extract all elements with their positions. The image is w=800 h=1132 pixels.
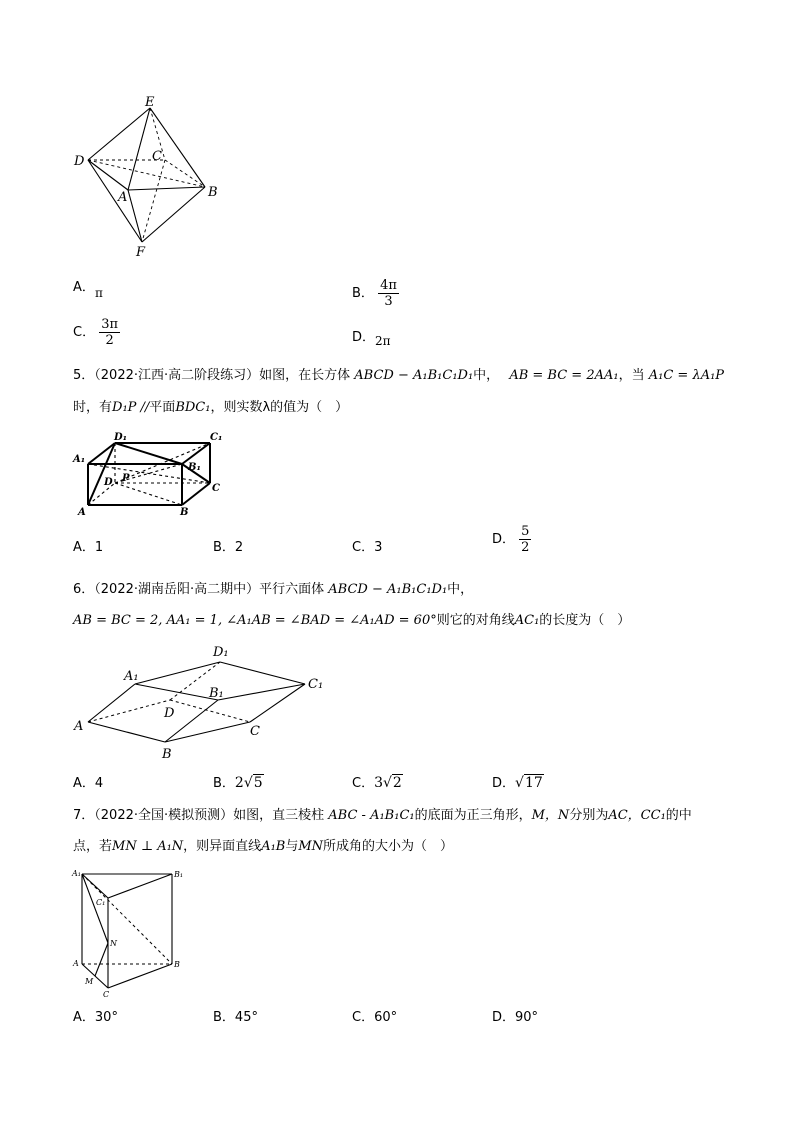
q7-number: 7． [73, 808, 95, 823]
q4-option-b-num: 4π [380, 278, 397, 293]
q6-label-c1: C₁ [308, 677, 324, 692]
q6-condition: AB = BC = 2, AA₁ = 1, ∠A₁AB = ∠BAD = ∠A₁AD = 60° [73, 613, 437, 628]
q4-option-d-letter: D． [352, 330, 376, 345]
q7-mn: M，N [531, 808, 570, 823]
q5-stem-a: 如图，在长方体 [259, 368, 351, 383]
q4-option-c-den: 2 [105, 333, 114, 348]
q7-option-b-value: 45° [234, 1010, 258, 1025]
q4-option-c-letter: C． [73, 325, 96, 340]
q4-label-c: C [152, 149, 162, 164]
q4-option-b-letter: B． [352, 286, 374, 301]
q5-label-p: P [122, 473, 130, 484]
q6-option-c-letter: C． [352, 776, 375, 791]
q6-option-c-coef: 3 [374, 775, 383, 791]
q6-stem-d: 的长度为（ ） [539, 613, 631, 628]
q4-option-d-value: 2π [375, 334, 391, 348]
q4-label-b: B [208, 185, 218, 200]
q5-condition: AB = BC = 2AA₁ [509, 368, 619, 383]
q5-option-a-letter: A． [73, 540, 95, 555]
q6-diagonal: AC₁ [514, 613, 540, 628]
q7-option-d-value: 90° [515, 1010, 539, 1025]
q6-label-b1: B₁ [209, 686, 224, 701]
q5-label-a: A [78, 507, 86, 518]
q7-label-c1: C₁ [96, 898, 106, 907]
q6-stem-a: 平行六面体 [259, 582, 325, 597]
q7-cc1: CC₁ [640, 808, 666, 823]
q6-source: （2022·湖南岳阳·高二期中） [94, 582, 260, 597]
q6-option-b-radicand: 5 [253, 775, 263, 791]
q6-option-d-letter: D． [492, 776, 516, 791]
q7-stem-b: 的底面为正三角形， [414, 808, 532, 823]
q5-expr-body: ABCD − A₁B₁C₁D₁ [354, 368, 474, 383]
q5-stem-c: ，当 [618, 368, 645, 383]
q5-option-d-letter: D． [492, 532, 516, 547]
q5-source: （2022·江西·高二阶段练习） [94, 368, 260, 383]
q6-expr-body: ABCD − A₁B₁C₁D₁ [328, 582, 448, 597]
q7-ac: AC， [608, 808, 641, 823]
q7-option-b[interactable] [213, 1006, 258, 1025]
q5-option-c-letter: C． [352, 540, 375, 555]
q7-option-a[interactable] [73, 1006, 118, 1025]
q7-option-a-letter: A． [73, 1010, 95, 1025]
q4-option-b-den: 3 [384, 294, 393, 309]
q6-label-a1: A₁ [124, 669, 139, 684]
q5-label-a1: A₁ [73, 454, 86, 465]
q5-label-c1: C₁ [210, 432, 223, 443]
q5-stem-b: 中， [473, 368, 500, 383]
q5-line2-expr: D₁P // [112, 400, 150, 415]
q7-line2-b: ，则异面直线 [183, 839, 262, 854]
q7-perp: MN ⊥ A₁N [112, 839, 184, 854]
q7-label-a1: A₁ [72, 869, 81, 878]
q5-option-a-value: 1 [94, 540, 104, 555]
q4-label-f: F [136, 245, 146, 260]
q5-vector-equation: A₁C = λA₁P [648, 368, 725, 383]
q6-option-c-radical-sign: √ [383, 775, 392, 791]
q6-label-d: D [164, 706, 175, 721]
q7-line2-c: 与 [285, 839, 299, 854]
q6-label-a: A [74, 719, 84, 734]
q6-stem-b: 中， [447, 582, 474, 597]
q6-label-b: B [162, 747, 172, 762]
q7-line2-d: 所成角的大小为（ ） [323, 839, 454, 854]
q6-stem-c: 则它的对角线 [436, 613, 515, 628]
q7-label-a: A [73, 959, 79, 968]
q6-label-d1: D₁ [213, 645, 229, 660]
q4-option-a-value: π [95, 286, 103, 300]
q7-label-b1: B₁ [174, 870, 184, 879]
q5-option-b-letter: B． [213, 540, 235, 555]
q7-option-d[interactable] [492, 1006, 538, 1025]
q5-number: 5． [73, 368, 95, 383]
q5-plane: BDC₁ [175, 400, 211, 415]
q7-label-b: B [174, 960, 180, 969]
q7-option-c-value: 60° [374, 1010, 398, 1025]
q5-line2-b: 平面 [149, 400, 176, 415]
q5-label-d: D [104, 477, 113, 488]
q6-option-a-letter: A． [73, 776, 95, 791]
q5-label-d1: D₁ [114, 432, 128, 443]
q5-line2-c: ，则实数λ的值为（ ） [210, 400, 349, 415]
q7-stem-c: 分别为 [569, 808, 609, 823]
q5-line2-a: 时，有 [73, 400, 113, 415]
q7-stem-d: 的中 [665, 808, 692, 823]
q6-option-b-coef: 2 [234, 775, 244, 791]
q4-option-a-letter: A． [73, 280, 95, 295]
q7-label-c: C [103, 990, 110, 999]
q4-label-a: A [118, 190, 128, 205]
q7-option-a-value: 30° [94, 1010, 118, 1025]
q6-option-b-radical-sign: √ [243, 775, 253, 791]
q4-option-c-num: 3π [101, 317, 119, 332]
q7-label-n: N [110, 939, 117, 948]
q6-label-c: C [250, 724, 260, 739]
q7-label-m: M [85, 977, 94, 986]
q7-stem-a: 如图，直三棱柱 [233, 808, 325, 823]
q6-option-c-radicand: 2 [392, 775, 402, 791]
q7-line2-a: 点，若 [73, 839, 113, 854]
q6-option-b-letter: B． [213, 776, 235, 791]
q6-option-a-value: 4 [94, 776, 104, 791]
q6-option-d-radicand: 17 [524, 775, 543, 791]
q5-label-b1: B₁ [188, 462, 201, 473]
q4-label-d: D [74, 154, 85, 169]
q6-number: 6． [73, 582, 95, 597]
q5-label-c: C [212, 483, 220, 494]
q5-label-b: B [180, 507, 189, 518]
q5-option-d-num: 5 [521, 524, 530, 539]
q7-expr-body: ABC - A₁B₁C₁ [328, 808, 415, 823]
q7-mn2: MN [298, 839, 324, 854]
q5-option-b-value: 2 [234, 540, 244, 555]
q5-option-d-den: 2 [521, 540, 530, 555]
q7-source: （2022·全国·模拟预测） [94, 808, 234, 823]
q5-option-c-value: 3 [374, 540, 383, 555]
q7-a1b: A₁B [261, 839, 286, 854]
q4-label-e: E [145, 95, 155, 110]
q7-option-c[interactable] [352, 1006, 397, 1025]
q6-option-d-radical-sign: √ [515, 775, 524, 791]
q7-option-b-letter: B． [213, 1010, 235, 1025]
q7-option-c-letter: C． [352, 1010, 375, 1025]
q7-option-d-letter: D． [492, 1010, 516, 1025]
